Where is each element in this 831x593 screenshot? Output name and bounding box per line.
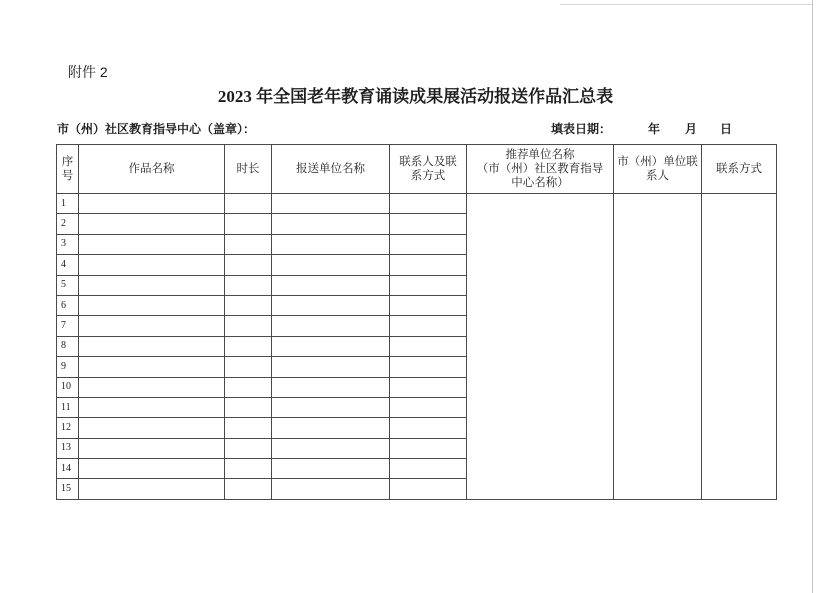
contact-person-cell xyxy=(390,397,467,417)
duration-cell xyxy=(225,295,272,315)
row-number-cell: 3 xyxy=(57,234,79,254)
attachment-label: 附件 2 xyxy=(68,64,108,80)
contact-person-cell xyxy=(390,194,467,214)
submitting-unit-cell xyxy=(272,234,390,254)
work-name-cell xyxy=(79,295,225,315)
submitting-unit-cell xyxy=(272,295,390,315)
table-header-row xyxy=(57,145,777,194)
row-number-cell: 7 xyxy=(57,316,79,336)
recommending-unit-cell xyxy=(467,194,614,500)
contact-person-cell xyxy=(390,459,467,479)
header-submitting-unit xyxy=(272,145,390,194)
submitting-unit-cell xyxy=(272,479,390,499)
work-name-cell xyxy=(79,316,225,336)
submitting-unit-cell xyxy=(272,459,390,479)
document-title: 2023 年全国老年教育诵读成果展活动报送作品汇总表 xyxy=(217,87,614,106)
header-line: 系方式 xyxy=(410,170,446,182)
duration-cell xyxy=(225,336,272,356)
contact-person-cell xyxy=(390,214,467,234)
submitting-unit-cell xyxy=(272,336,390,356)
header-line: 序 xyxy=(61,156,74,168)
contact-person-cell xyxy=(390,234,467,254)
row-number-cell: 1 xyxy=(57,194,79,214)
work-name-cell xyxy=(79,418,225,438)
work-name-cell xyxy=(79,275,225,295)
page-edge-top xyxy=(560,4,812,5)
row-number-cell: 2 xyxy=(57,214,79,234)
row-number-cell: 15 xyxy=(57,479,79,499)
header-city-contact xyxy=(614,145,702,194)
row-number-cell: 9 xyxy=(57,357,79,377)
submitting-unit-cell xyxy=(272,377,390,397)
row-number-cell: 11 xyxy=(57,397,79,417)
header-duration xyxy=(225,145,272,194)
duration-cell xyxy=(225,316,272,336)
contact-person-cell xyxy=(390,438,467,458)
duration-cell xyxy=(225,459,272,479)
header-line: （市（州）社区教育指导 xyxy=(476,163,604,175)
header-line: 时长 xyxy=(236,163,260,175)
submitting-unit-cell xyxy=(272,397,390,417)
row-number-cell: 5 xyxy=(57,275,79,295)
header-serial-number xyxy=(57,145,79,194)
contact-method-cell xyxy=(702,194,777,500)
org-stamp-label: 市（州）社区教育指导中心（盖章）： xyxy=(57,122,256,136)
header-line: 联系方式 xyxy=(716,163,762,175)
row-number-cell: 6 xyxy=(57,295,79,315)
work-name-cell xyxy=(79,214,225,234)
submitting-unit-cell xyxy=(272,275,390,295)
duration-cell xyxy=(225,479,272,499)
contact-person-cell xyxy=(390,357,467,377)
header-line: 系人 xyxy=(646,170,669,182)
duration-cell xyxy=(225,214,272,234)
duration-cell xyxy=(225,418,272,438)
contact-person-cell xyxy=(390,255,467,275)
duration-cell xyxy=(225,234,272,254)
row-number-cell: 8 xyxy=(57,336,79,356)
submitting-unit-cell xyxy=(272,418,390,438)
work-name-cell xyxy=(79,397,225,417)
contact-person-cell xyxy=(390,316,467,336)
header-line: 号 xyxy=(61,170,74,182)
header-line: 作品名称 xyxy=(128,163,175,175)
contact-person-cell xyxy=(390,418,467,438)
row-number-cell: 12 xyxy=(57,418,79,438)
submitting-unit-cell xyxy=(272,438,390,458)
row-number-cell: 10 xyxy=(57,377,79,397)
submitting-unit-cell xyxy=(272,194,390,214)
row-number-cell: 14 xyxy=(57,459,79,479)
header-line: 推荐单位名称 xyxy=(505,149,575,161)
work-name-cell xyxy=(79,357,225,377)
duration-cell xyxy=(225,357,272,377)
duration-cell xyxy=(225,275,272,295)
header-work-name xyxy=(79,145,225,194)
submitting-unit-cell xyxy=(272,316,390,336)
fill-date-label: 填表日期： xyxy=(551,122,612,136)
work-name-cell xyxy=(79,194,225,214)
contact-person-cell xyxy=(390,295,467,315)
date-month-label: 月 xyxy=(685,122,698,136)
work-name-cell xyxy=(79,234,225,254)
header-contact-person xyxy=(390,145,467,194)
header-contact-method xyxy=(702,145,777,194)
duration-cell xyxy=(225,377,272,397)
header-recommending-unit xyxy=(467,145,614,194)
summary-table xyxy=(56,144,777,500)
work-name-cell xyxy=(79,377,225,397)
submitting-unit-cell xyxy=(272,255,390,275)
work-name-cell xyxy=(79,336,225,356)
duration-cell xyxy=(225,397,272,417)
header-line: 联系人及联 xyxy=(399,156,457,168)
row-number-cell: 13 xyxy=(57,438,79,458)
header-line: 报送单位名称 xyxy=(296,163,365,175)
date-day-label: 日 xyxy=(720,122,733,136)
header-line: 市（州）单位联 xyxy=(617,156,698,168)
contact-person-cell xyxy=(390,336,467,356)
submitting-unit-cell xyxy=(272,214,390,234)
work-name-cell xyxy=(79,255,225,275)
city-contact-cell xyxy=(614,194,702,500)
work-name-cell xyxy=(79,459,225,479)
work-name-cell xyxy=(79,438,225,458)
work-name-cell xyxy=(79,479,225,499)
duration-cell xyxy=(225,438,272,458)
duration-cell xyxy=(225,255,272,275)
duration-cell xyxy=(225,194,272,214)
row-number-cell: 4 xyxy=(57,255,79,275)
contact-person-cell xyxy=(390,377,467,397)
date-year-label: 年 xyxy=(648,122,661,136)
table-row xyxy=(57,194,777,214)
submitting-unit-cell xyxy=(272,357,390,377)
contact-person-cell xyxy=(390,275,467,295)
contact-person-cell xyxy=(390,479,467,499)
header-line: 中心名称） xyxy=(511,177,569,189)
